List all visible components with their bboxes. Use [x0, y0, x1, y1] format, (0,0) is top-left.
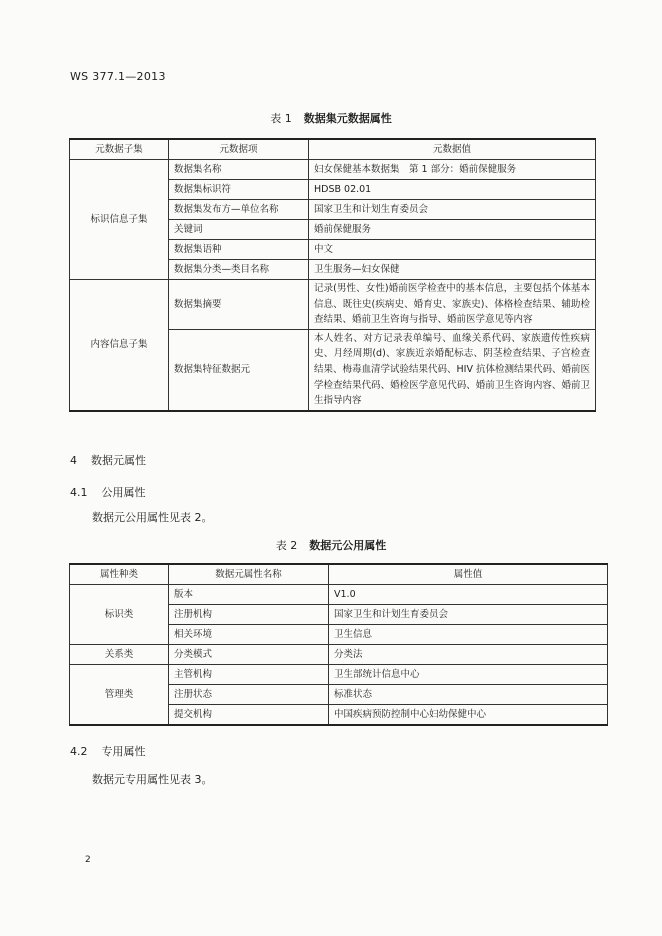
section-number: 4	[70, 454, 77, 467]
table1-item-cell: 数据集分类—类目名称	[169, 260, 309, 280]
table1-item-cell: 关键词	[169, 220, 309, 240]
table2-col-name: 数据元属性名称	[169, 564, 329, 585]
table1-item-cell: 数据集发布方—单位名称	[169, 200, 309, 220]
table2-name-cell: 注册状态	[169, 685, 329, 705]
section-title: 专用属性	[101, 745, 146, 758]
table1	[69, 138, 596, 412]
section-4-2-text: 数据元专用属性见表 3。	[92, 773, 213, 786]
table2-kind-cell: 管理类	[70, 665, 169, 726]
section-title: 公用属性	[101, 486, 146, 499]
table2-value-cell: 卫生部统计信息中心	[329, 665, 608, 685]
table2-value-cell: 国家卫生和计划生育委员会	[329, 605, 608, 625]
table2-name-cell: 提交机构	[169, 705, 329, 726]
table1-value-cell: 卫生服务—妇女保健	[309, 260, 596, 280]
table2-name-cell: 注册机构	[169, 605, 329, 625]
table2-value-cell: V1.0	[329, 585, 608, 605]
section-4-heading	[70, 452, 146, 468]
table1-item-cell: 数据集特征数据元	[169, 329, 309, 410]
table2-value-cell: 卫生信息	[329, 625, 608, 645]
table2-title: 数据元公用属性	[309, 539, 387, 552]
table2-value-cell: 标准状态	[329, 685, 608, 705]
table1-col-item: 元数据项	[169, 139, 309, 160]
table-row	[70, 665, 608, 685]
table1-subset-cell: 内容信息子集	[70, 280, 169, 411]
table-row	[70, 585, 608, 605]
section-number: 4.1	[70, 486, 88, 499]
table1-header-row	[70, 139, 596, 160]
table2-name-cell: 版本	[169, 585, 329, 605]
section-number: 4.2	[70, 745, 88, 758]
table1-value-cell: 婚前保健服务	[309, 220, 596, 240]
table1-value-cell: 本人姓名、对方记录表单编号、血缘关系代码、家族遗传性疾病史、月经周期(d)、家族近亲婚配标志、阴茎检查结果、子宫检查结果、梅毒血清学试验结果代码、HIV 抗体检测结果代码、婚前医学检查结果代码、婚检医学意见代码、婚前卫生咨询内容、婚前卫生指导内容	[309, 329, 596, 410]
section-4-1-heading	[70, 484, 146, 500]
table2-kind-cell: 标识类	[70, 585, 169, 645]
table1-value-cell: 记录(男性、女性)婚前医学检查中的基本信息，主要包括个体基本信息、既往史(疾病史、婚育史、家族史)、体格检查结果、辅助检查结果、婚前卫生咨询与指导、婚前医学意见等内容	[309, 280, 596, 330]
table1-subset-cell: 标识信息子集	[70, 160, 169, 280]
table2	[69, 563, 608, 726]
table1-value-cell: 国家卫生和计划生育委员会	[309, 200, 596, 220]
table2-kind-cell: 关系类	[70, 645, 169, 665]
table2-name-cell: 相关环境	[169, 625, 329, 645]
table-row	[70, 645, 608, 665]
table1-col-value: 元数据值	[309, 139, 596, 160]
table2-value-cell: 中国疾病预防控制中心妇幼保健中心	[329, 705, 608, 726]
table-row	[70, 280, 596, 330]
page-number: 2	[85, 855, 91, 865]
table2-header-row	[70, 564, 608, 585]
table1-item-cell: 数据集摘要	[169, 280, 309, 330]
table1-item-cell: 数据集名称	[169, 160, 309, 180]
section-title: 数据元属性	[91, 454, 146, 467]
section-4-2-heading	[70, 743, 146, 759]
section-4-1-text: 数据元公用属性见表 2。	[92, 511, 213, 524]
table2-caption	[0, 537, 662, 553]
table1-value-cell: 妇女保健基本数据集 第 1 部分：婚前保健服务	[309, 160, 596, 180]
table2-name-cell: 分类模式	[169, 645, 329, 665]
table-row	[70, 160, 596, 180]
table2-name-cell: 主管机构	[169, 665, 329, 685]
table1-col-subset: 元数据子集	[70, 139, 169, 160]
table1-title: 数据集元数据属性	[303, 112, 392, 125]
table1-item-cell: 数据集标识符	[169, 180, 309, 200]
table2-value-cell: 分类法	[329, 645, 608, 665]
table1-number: 表 1	[270, 112, 292, 125]
table2-col-kind: 属性种类	[70, 564, 169, 585]
table2-number: 表 2	[275, 539, 298, 552]
standard-code: WS 377.1—2013	[70, 70, 166, 83]
table1-caption	[0, 110, 662, 126]
table1-item-cell: 数据集语种	[169, 240, 309, 260]
table1-value-cell: 中文	[309, 240, 596, 260]
table1-value-cell: HDSB 02.01	[309, 180, 596, 200]
table2-col-value: 属性值	[329, 564, 608, 585]
